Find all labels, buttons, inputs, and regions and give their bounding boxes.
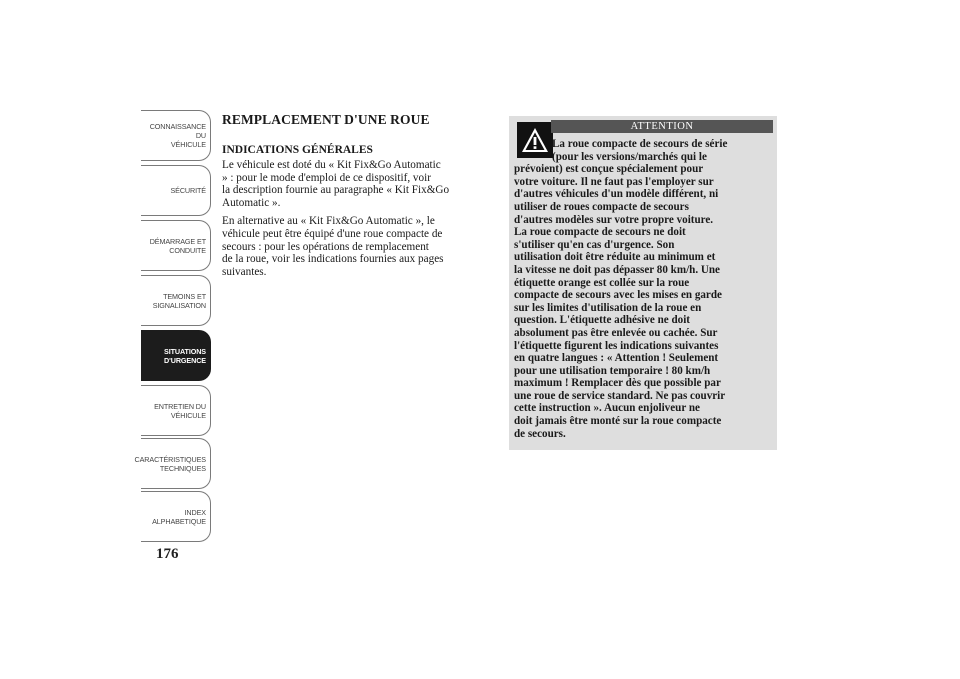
warning-box bbox=[509, 116, 777, 450]
tab-entretien-du-vehicule[interactable] bbox=[141, 385, 211, 436]
main-content bbox=[222, 112, 494, 284]
tab-temoins-et-signalisation[interactable] bbox=[141, 275, 211, 326]
tab-label: INDEX ALPHABETIQUE bbox=[152, 507, 206, 526]
warning-body: prévoient) est conçue spécialement pour votre voiture. Il ne faut pas l'employer sur d'autres véhicules d'un modèle différent, ni utiliser de roues compacte de secours d'autres modèles sur votre propre voiture. La roue compacte de secours ne doit s'utiliser qu'en cas d'urgence. Son utilisation doit être réduite au minimum et la vitesse ne doit pas dépasser 80 km/h. Une étiquette orange est collée sur la roue compacte de secours avec les mises en garde sur les limites d'utilisation de la roue en question. L'étiquette adhésive ne doit absolument pas être enlevée ou cachée. Sur l'étiquette figurent les indications suivantes en quatre langues : « Attention ! Seulement pour une utilisation temporaire ! 80 km/h maximum ! Remplacer dès que possible par une roue de service standard. Ne pas couvrir cette instruction ». Aucun enjoliveur ne doit jamais être monté sur la roue compacte de secours. bbox=[514, 163, 726, 440]
warning-first-line: La roue compacte de secours de série bbox=[552, 138, 728, 150]
warning-text bbox=[514, 138, 774, 440]
tab-label: CONNAISSANCE DU VÉHICULE bbox=[149, 122, 206, 149]
warning-second-line: (pour les versions/marchés qui le bbox=[552, 150, 707, 163]
paragraph-kit-fix-go: Le véhicule est doté du « Kit Fix&Go Automatic » : pour le mode d'emploi de ce dispositif, voir la description fournie au paragraphe « Kit Fix&Go Automatic ». bbox=[222, 159, 450, 209]
tab-situations-d-urgence[interactable] bbox=[141, 330, 211, 381]
page-number: 176 bbox=[156, 546, 179, 562]
tab-label: SÉCURITÉ bbox=[170, 186, 206, 195]
tab-label: DÉMARRAGE ET CONDUITE bbox=[149, 236, 206, 255]
paragraph-compact-wheel: En alternative au « Kit Fix&Go Automatic », le véhicule peut être équipé d'une roue compacte de secours : pour les opérations de remplacement de la roue, voir les indications fournies aux pages suivantes. bbox=[222, 215, 444, 278]
tab-label: SITUATIONS D'URGENCE bbox=[164, 346, 206, 365]
tab-label: ENTRETIEN DU VÉHICULE bbox=[154, 401, 206, 420]
tab-connaissance-du-vehicule[interactable] bbox=[141, 110, 211, 161]
tab-caracteristiques-techniques[interactable] bbox=[134, 438, 211, 489]
tab-index-alphabetique[interactable] bbox=[141, 491, 211, 542]
tab-label: CARACTÉRISTIQUES TECHNIQUES bbox=[134, 454, 206, 473]
tab-demarrage-et-conduite[interactable] bbox=[141, 220, 211, 271]
tab-label: TEMOINS ET SIGNALISATION bbox=[152, 291, 206, 310]
section-heading: INDICATIONS GÉNÉRALES bbox=[222, 144, 373, 156]
warning-header: ATTENTION bbox=[551, 120, 773, 133]
tab-securite[interactable] bbox=[141, 165, 211, 216]
page-title: REMPLACEMENT D'UNE ROUE bbox=[222, 112, 430, 127]
